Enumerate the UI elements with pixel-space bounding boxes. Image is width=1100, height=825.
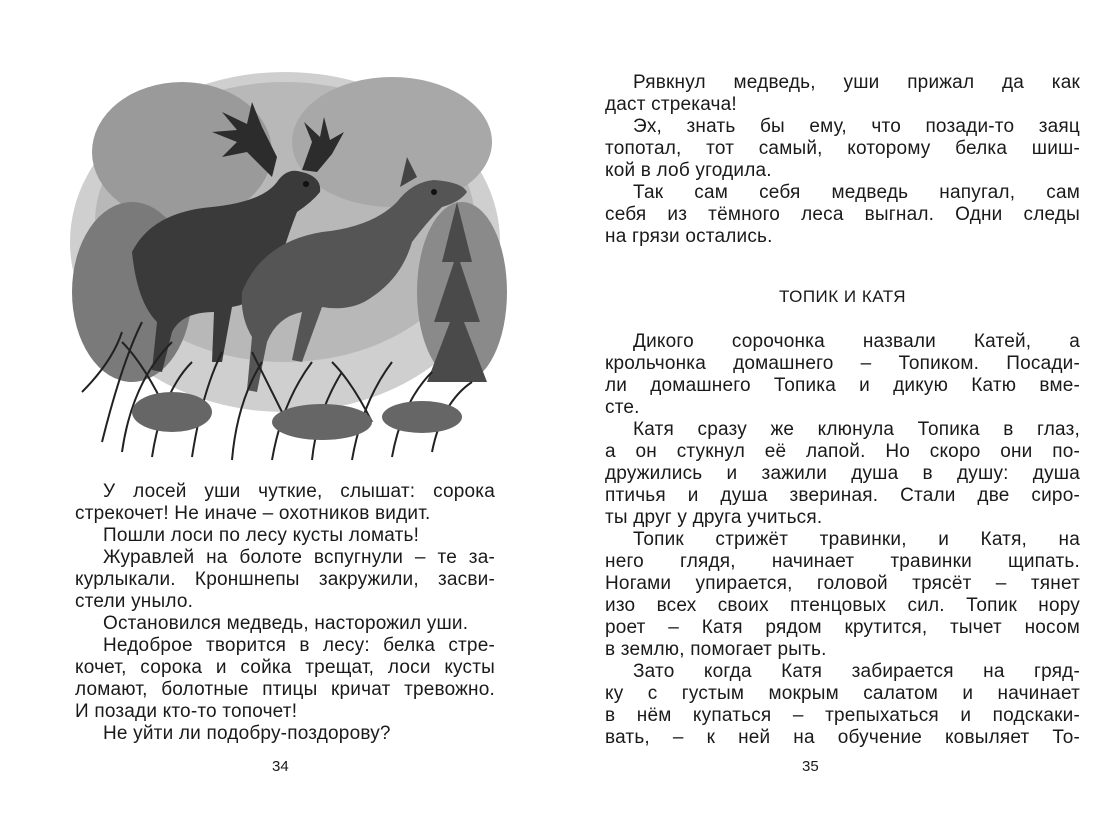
text-line: ку с густым мокрым салатом и начинает [605,683,1080,704]
text-line: стели уныло. [75,591,194,612]
right-page [550,0,1100,825]
story-heading: ТОПИК И КАТЯ [778,287,907,306]
text-line: Катя сразу же клюнула Топика в глаз, [633,419,1080,440]
text-line: изо всех своих птенцовых сил. Топик нору [605,595,1080,616]
text-line: него глядя, начинает травинки щипать. [605,551,1080,572]
text-line: У лосей уши чуткие, слышат: сорока [103,481,495,502]
text-line: Остановился медведь, насторожил уши. [103,613,469,634]
text-line: в нём купаться – трепыхаться и подскаки- [605,705,1080,726]
text-line: ли домашнего Топика и дикую Катю вме- [605,375,1080,396]
text-line: роет – Катя рядом крутится, тычет носом [605,617,1080,638]
text-line: а он стукнул её лапой. Но скоро они по- [605,441,1080,462]
story-ending-text [605,72,1080,248]
text-line: крольчонка домашнего – Топиком. Посади- [605,353,1080,374]
text-line: дружились и зажили душа в душу: душа [605,463,1080,484]
text-line: ты друг у друга учиться. [605,507,823,528]
text-line: вать, – к ней на обучение ковыляет То- [605,727,1080,748]
page-number-left: 34 [272,758,289,775]
text-line: топотал, тот самый, которому белка шиш- [605,138,1080,159]
page-number-right: 35 [802,758,819,775]
text-line: сте. [605,397,640,418]
moose-illustration [62,62,508,462]
text-line: Рявкнул медведь, уши прижал да как [633,72,1080,93]
text-line: себя из тёмного леса выгнал. Одни следы [605,204,1080,225]
text-line: кой в лоб угодила. [605,160,772,181]
story-text [605,331,1080,749]
text-line: ломают, болотные птицы кричат тревожно. [75,679,495,700]
text-line: стрекочет! Не иначе – охотников видит. [75,503,431,524]
text-line: Не уйти ли подобру-поздорову? [103,723,391,744]
text-line: Пошли лоси по лесу кусты ломать! [103,525,420,546]
text-line: Дикого сорочонка назвали Катей, а [633,331,1080,352]
text-line: кочет, сорока и сойка трещат, лоси кусты [75,657,495,678]
text-line: Эх, знать бы ему, что позади-то заяц [633,116,1080,137]
text-line: Журавлей на болоте вспугнули – те за- [103,547,495,568]
text-line: Зато когда Катя забирается на гряд- [633,661,1080,682]
text-line: в землю, помогает рыть. [605,639,827,660]
text-line: даст стрекача! [605,94,737,115]
text-line: Так сам себя медведь напугал, сам [633,182,1080,203]
text-line: Ногами упирается, головой трясёт – тянет [605,573,1080,594]
text-line: на грязи остались. [605,226,773,247]
text-line: птичья и душа звериная. Стали две сиро- [605,485,1080,506]
text-line: Топик стрижёт травинки, и Катя, на [633,529,1080,550]
text-line: курлыкали. Кроншнепы закружили, засви- [75,569,495,590]
text-line: И позади кто-то топочет! [75,701,298,722]
text-line: Недоброе творится в лесу: белка стре- [103,635,495,656]
left-page-text [75,481,495,745]
